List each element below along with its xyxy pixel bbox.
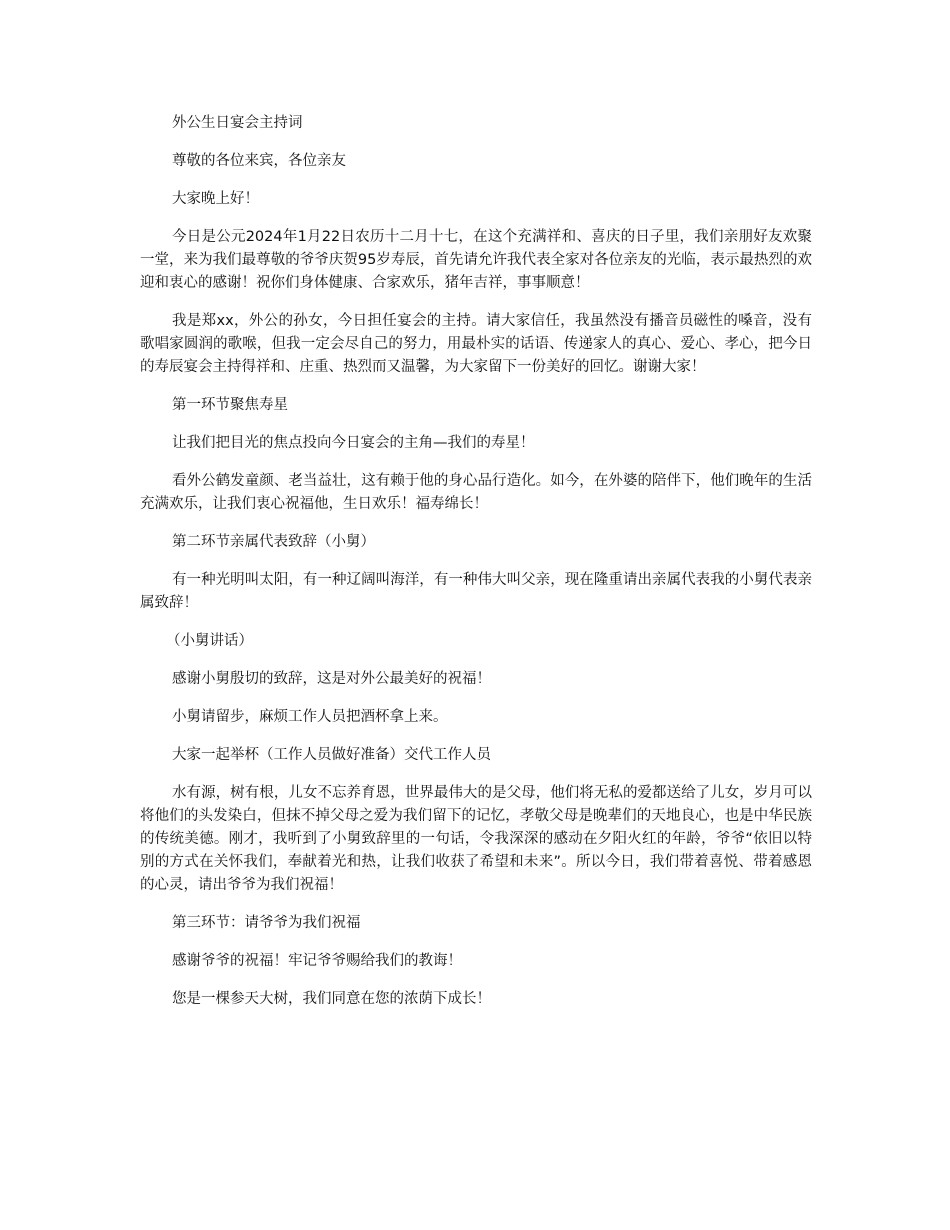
long-paragraph: 水有源，树有根，儿女不忘养育恩，世界最伟大的是父母，他们将无私的爱都送给了儿女，岁月可以将他们的头发染白，但抹不掉父母之爱为我们留下的记忆，孝敬父母是晚辈们的天地良心，也是中华民族的传统美德。刚才，我听到了小舅致辞里的一句话，令我深深的感动在夕阳火红的年龄，爷爷“依旧以特别的方式在关怀我们，奉献着光和热，让我们收获了希望和未来”。所以今日，我们带着喜悦、带着感恩的心灵，请出爷爷为我们祝福！	[140, 785, 812, 893]
opening-paragraph: 今日是公元2024年1月22日农历十二月十七，在这个充满祥和、喜庆的日子里，我们亲朋好友欢聚一堂，来为我们最尊敬的爷爷庆贺95岁寿辰，首先请允许我代表全家对各位亲友的光临，表示最热烈的欢迎和衷心的感谢！祝你们身体健康、合家欢乐，猪年吉祥，事事顺意！	[140, 229, 812, 291]
paragraph: 小舅请留步，麻烦工作人员把酒杯拿上来。	[172, 709, 448, 725]
paragraph: 有一种光明叫太阳，有一种辽阔叫海洋，有一种伟大叫父亲，现在隆重请出亲属代表我的小舅代表亲属致辞！	[140, 572, 812, 611]
section-heading-3: 第三环节：请爷爷为我们祝福	[172, 915, 361, 931]
paragraph: 让我们把目光的焦点投向今日宴会的主角—我们的寿星！	[172, 435, 535, 451]
paragraph: 感谢小舅殷切的致辞，这是对外公最美好的祝福！	[172, 671, 491, 687]
document-title: 外公生日宴会主持词	[172, 115, 303, 131]
document-body	[140, 112, 812, 1026]
stage-note: （小舅讲话）	[166, 633, 253, 649]
section-heading-1: 第一环节聚焦寿星	[172, 397, 288, 413]
salutation: 尊敬的各位来宾，各位亲友	[172, 153, 346, 169]
section-heading-2: 第二环节亲属代表致辞（小舅）	[172, 534, 375, 550]
greeting: 大家晚上好！	[172, 191, 259, 207]
paragraph: 大家一起举杯（工作人员做好准备）交代工作人员	[172, 747, 491, 763]
paragraph: 看外公鹤发童颜、老当益壮，这有赖于他的身心品行造化。如今，在外婆的陪伴下，他们晚年的生活充满欢乐，让我们衷心祝福他，生日欢乐！福寿绵长！	[140, 473, 812, 512]
paragraph: 感谢爷爷的祝福！牢记爷爷赐给我们的教诲！	[172, 953, 462, 969]
paragraph: 您是一棵参天大树，我们同意在您的浓荫下成长！	[172, 991, 491, 1007]
host-introduction-paragraph: 我是郑xx，外公的孙女，今日担任宴会的主持。请大家信任，我虽然没有播音员磁性的嗓音，没有歌唱家圆润的歌喉，但我一定会尽自己的努力，用最朴实的话语、传递家人的真心、爱心、孝心，把今日的寿辰宴会主持得祥和、庄重、热烈而又温馨，为大家留下一份美好的回忆。谢谢大家！	[140, 313, 812, 375]
